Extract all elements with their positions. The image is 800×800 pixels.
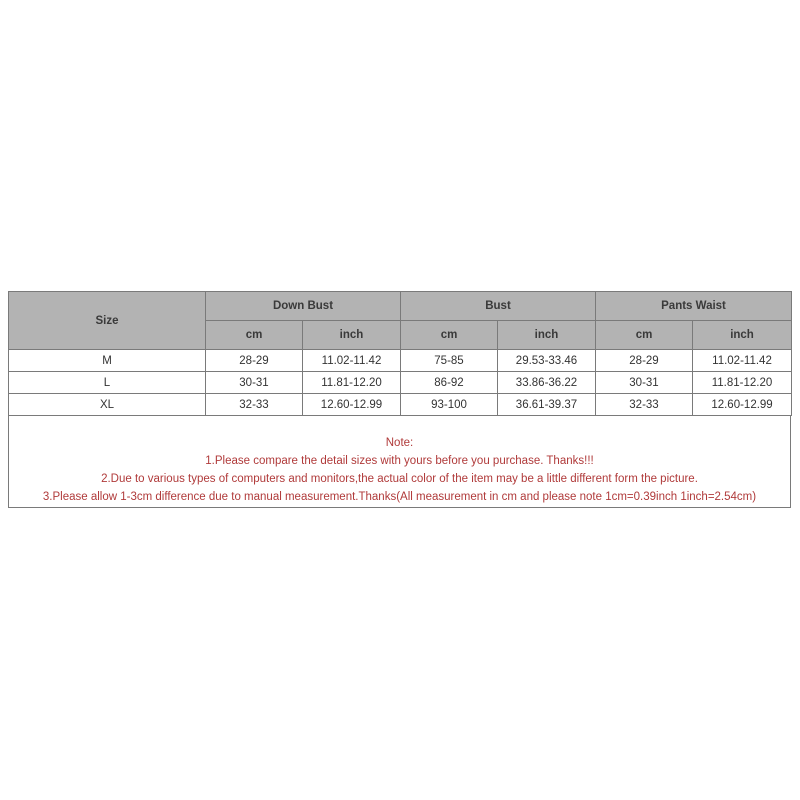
table-cell: 93-100 — [401, 394, 498, 416]
note-line: 2.Due to various types of computers and monitors,the actual color of the item may be a little different form the picture. — [101, 473, 698, 485]
table-cell: 29.53-33.46 — [498, 350, 596, 372]
table-cell: 33.86-36.22 — [498, 372, 596, 394]
table-cell: 28-29 — [596, 350, 693, 372]
size-cell: L — [9, 372, 206, 394]
table-cell: 11.02-11.42 — [693, 350, 792, 372]
table-cell: 11.02-11.42 — [303, 350, 401, 372]
table-cell: 30-31 — [596, 372, 693, 394]
unit-header: cm — [206, 321, 303, 350]
table-cell: 32-33 — [206, 394, 303, 416]
unit-header: cm — [596, 321, 693, 350]
table-cell: 36.61-39.37 — [498, 394, 596, 416]
table-cell: 86-92 — [401, 372, 498, 394]
unit-header: inch — [498, 321, 596, 350]
group-header-bust: Bust — [401, 292, 596, 321]
size-chart — [8, 291, 791, 508]
table-cell: 12.60-12.99 — [693, 394, 792, 416]
unit-header: inch — [693, 321, 792, 350]
note-line: 1.Please compare the detail sizes with yours before you purchase. Thanks!!! — [205, 455, 594, 467]
table-row — [9, 394, 792, 416]
table-cell: 12.60-12.99 — [303, 394, 401, 416]
size-cell: M — [9, 350, 206, 372]
header-row-groups — [9, 292, 792, 321]
table-row — [9, 350, 792, 372]
notes-box — [8, 416, 791, 508]
table-cell: 30-31 — [206, 372, 303, 394]
size-cell: XL — [9, 394, 206, 416]
group-header-down-bust: Down Bust — [206, 292, 401, 321]
table-cell: 11.81-12.20 — [303, 372, 401, 394]
size-table — [8, 291, 792, 416]
note-title: Note: — [385, 437, 414, 449]
table-cell: 28-29 — [206, 350, 303, 372]
unit-header: cm — [401, 321, 498, 350]
table-row — [9, 372, 792, 394]
table-cell: 75-85 — [401, 350, 498, 372]
size-header: Size — [9, 292, 206, 350]
group-header-pants-waist: Pants Waist — [596, 292, 792, 321]
table-cell: 11.81-12.20 — [693, 372, 792, 394]
unit-header: inch — [303, 321, 401, 350]
table-cell: 32-33 — [596, 394, 693, 416]
note-line: 3.Please allow 1-3cm difference due to manual measurement.Thanks(All measurement in cm and please note 1cm=0.39inch 1inch=2.54cm) — [42, 491, 757, 503]
